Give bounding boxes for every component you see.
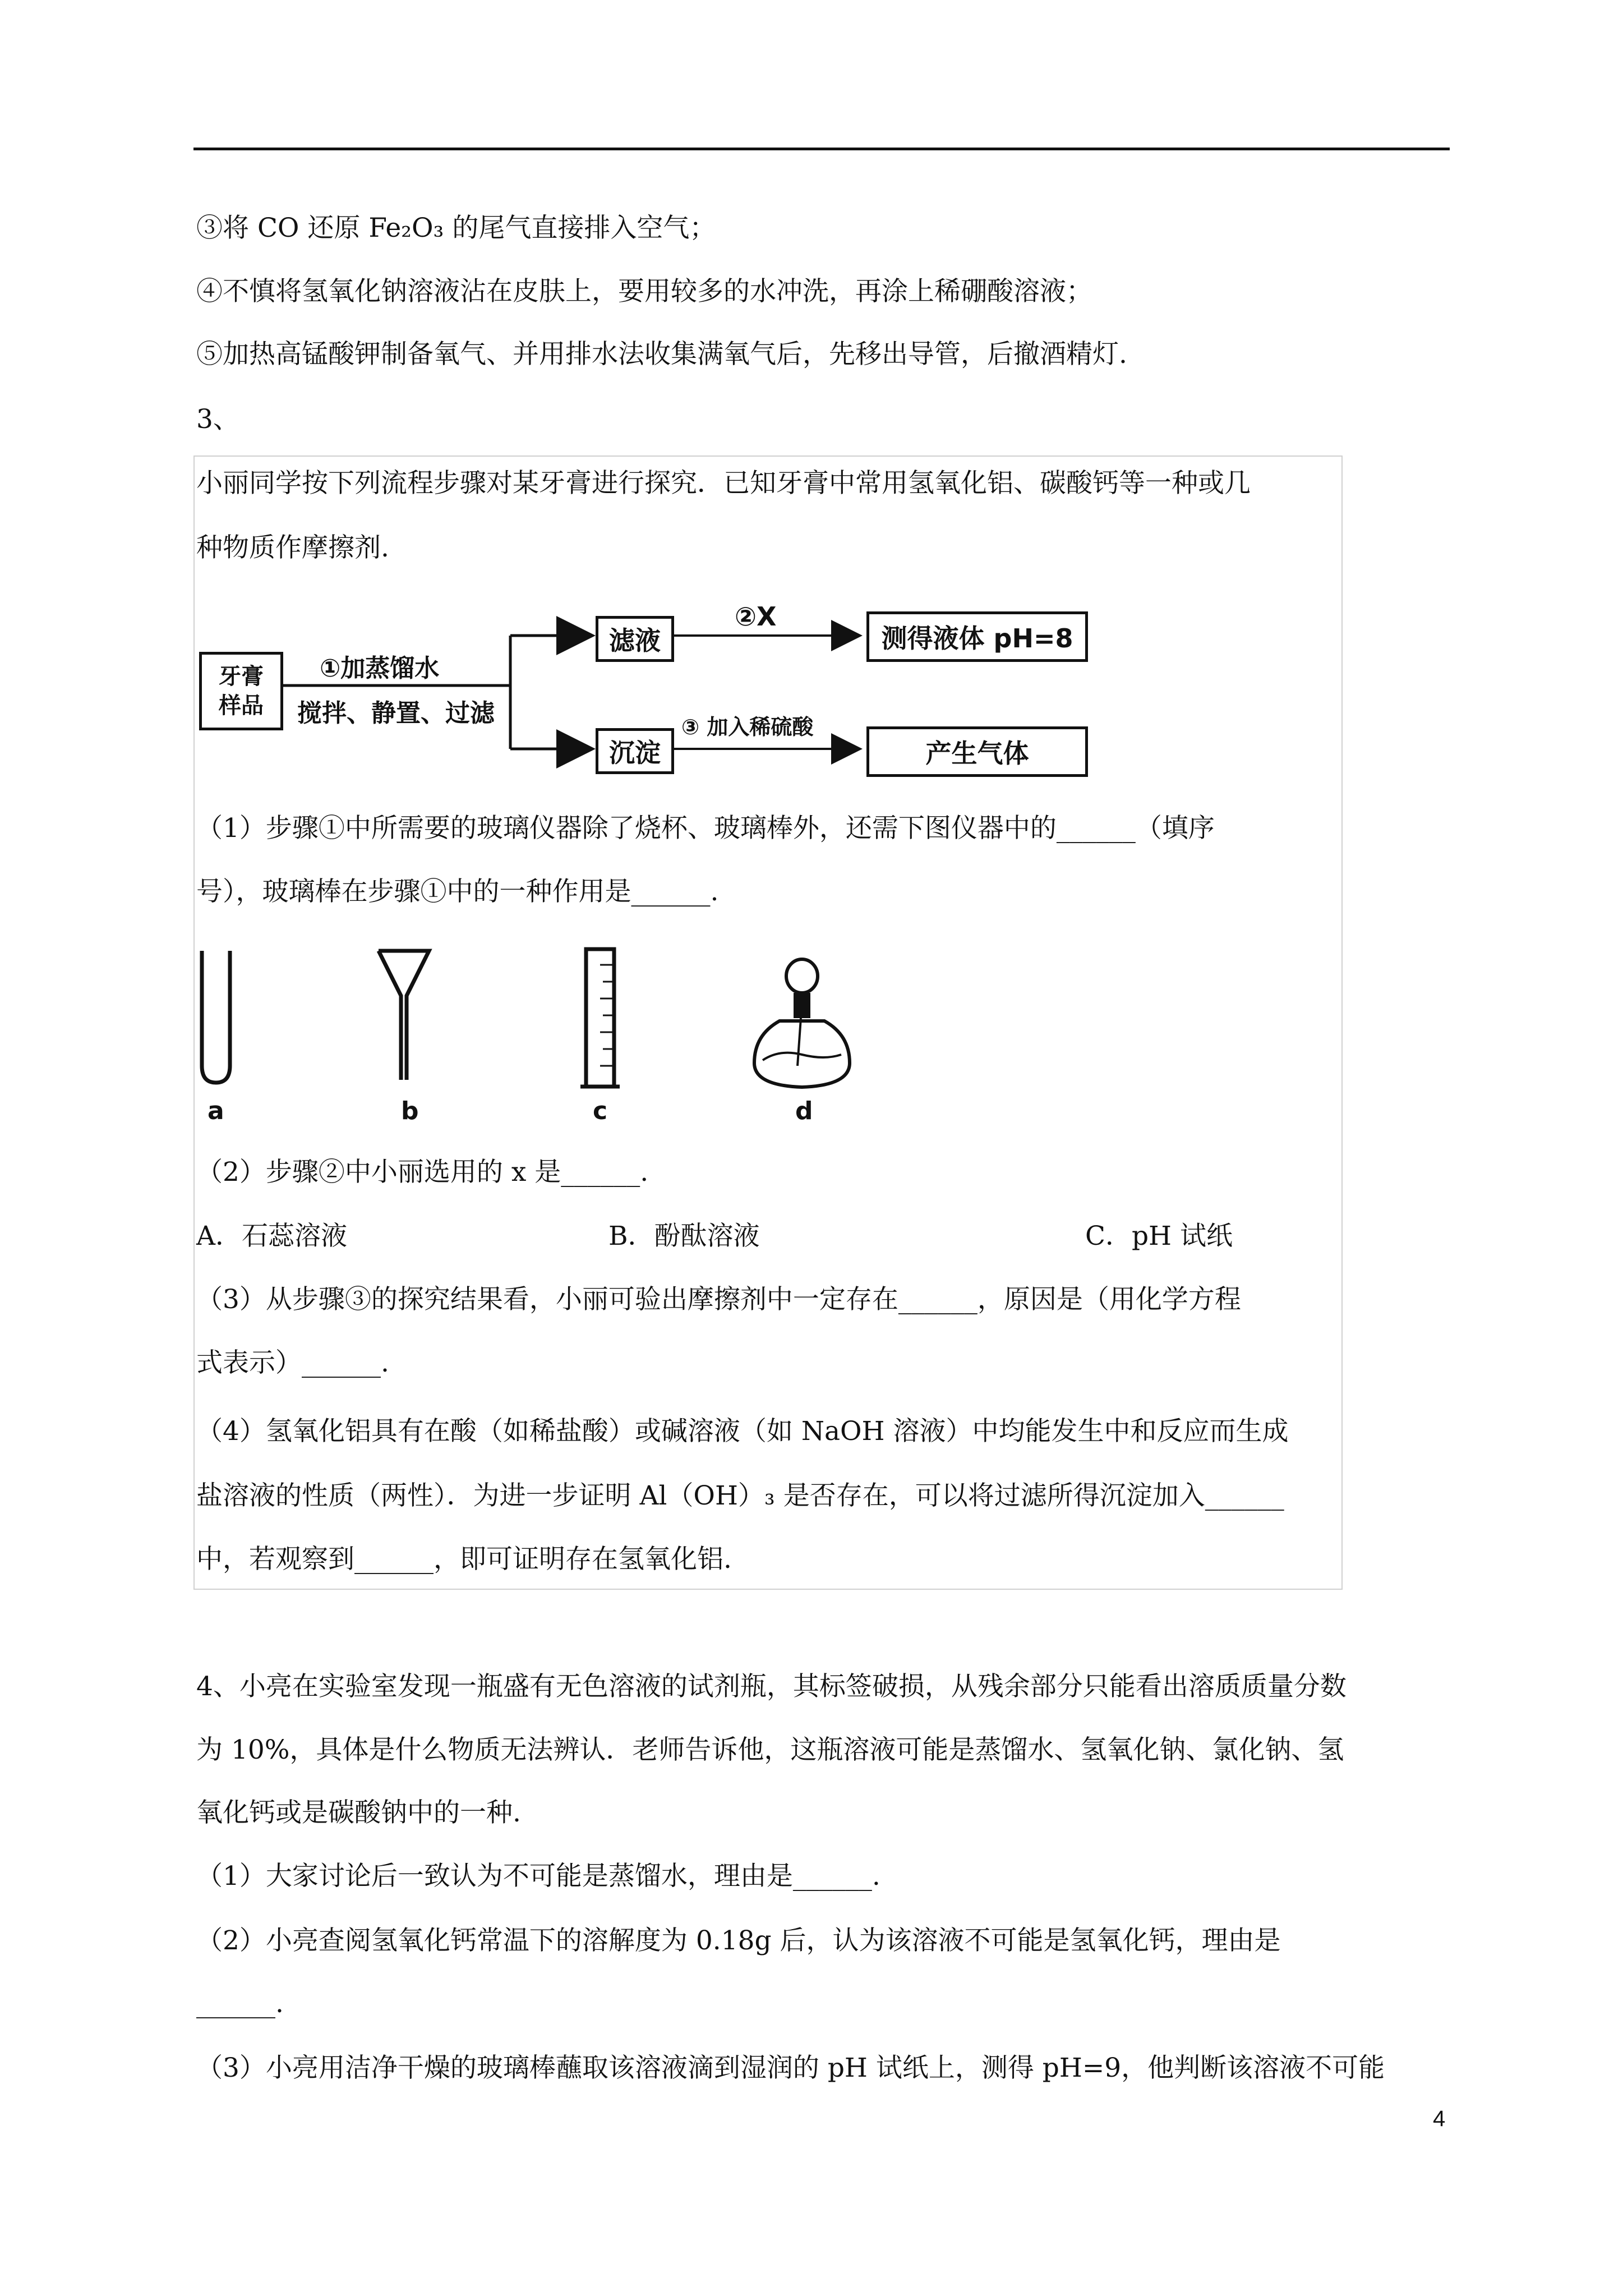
flow-sample-box [199,652,283,730]
q4-part3: （3）小亮用洁净干燥的玻璃棒蘸取该溶液滴到湿润的 pH 试纸上，测得 pH=9，他判断该溶液不可能 [196,2053,1385,2083]
flow-step1-bottom: 搅拌、静置、过滤 [297,699,495,728]
flow-sample-label: 牙膏样品 [219,664,264,719]
q3-intro-line-2: 种物质作摩擦剂. [196,532,389,563]
option-b: B．酚酞溶液 [608,1221,760,1251]
graduated-cylinder-icon [580,949,620,1087]
question-3-number: 3、 [196,404,239,435]
flow-step3-label: ③ 加入稀硫酸 [681,715,814,739]
page-number: 4 [1433,2106,1446,2131]
q3-part3-line-2: 式表示）______. [196,1347,389,1378]
alcohol-lamp-icon [754,959,850,1087]
option-a: A．石蕊溶液 [196,1221,347,1251]
funnel-icon [379,951,429,1080]
q4-line-1: 4、小亮在实验室发现一瓶盛有无色溶液的试剂瓶，其标签破损，从残余部分只能看出溶质质量分数 [196,1671,1347,1702]
q3-intro-line-1: 小丽同学按下列流程步骤对某牙膏进行探究．已知牙膏中常用氢氧化铝、碳酸钙等一种或几 [196,468,1251,499]
item-4: ④不慎将氢氧化钠溶液沾在皮肤上，要用较多的水冲洗，再涂上稀硼酸溶液； [196,276,1092,307]
apparatus-label-c: c [593,1097,608,1125]
flow-precipitate-box [596,728,674,774]
flow-gas-result-label: 产生气体 [925,738,1029,769]
flow-gas-result-box [866,726,1088,777]
flow-step2-label: ②X [735,601,777,632]
q3-part1-line-1: （1）步骤①中所需要的玻璃仪器除了烧杯、玻璃棒外，还需下图仪器中的______（填序 [196,813,1215,844]
item-5: ⑤加热高锰酸钾制备氧气、并用排水法收集满氧气后，先移出导管，后撤酒精灯. [196,339,1127,370]
q3-part2: （2）步骤②中小丽选用的 x 是______. [196,1157,649,1188]
apparatus-label-a: a [208,1097,224,1125]
q4-line-2: 为 10%，具体是什么物质无法辨认．老师告诉他，这瓶溶液可能是蒸馏水、氢氧化钠、氯化钠、氢 [196,1734,1344,1765]
flow-precipitate-label: 沉淀 [609,738,661,768]
q4-part1: （1）大家讨论后一致认为不可能是蒸馏水，理由是______. [196,1861,880,1892]
flow-filtrate-label: 滤液 [609,625,661,656]
q4-part2-line-1: （2）小亮查阅氢氧化钙常温下的溶解度为 0.18g 后，认为该溶液不可能是氢氧化钙，理由是 [196,1925,1281,1956]
item-3: ③将 CO 还原 Fe₂O₃ 的尾气直接排入空气； [196,213,716,243]
apparatus-label-b: b [401,1097,419,1125]
q3-part4-line-3: 中，若观察到______，即可证明存在氢氧化铝. [196,1544,732,1575]
flow-step1-top: ①加蒸馏水 [320,654,440,683]
flow-filtrate-box [596,616,674,662]
q3-part4-line-2: 盐溶液的性质（两性）．为进一步证明 Al（OH）₃ 是否存在，可以将过滤所得沉淀加入______ [196,1480,1284,1511]
flow-ph-result-label: 测得液体 pH=8 [881,623,1073,654]
test-tube-icon [202,951,230,1083]
flow-ph-result-box [866,611,1088,662]
apparatus-label-d: d [795,1097,813,1125]
q3-part4-line-1: （4）氢氧化铝具有在酸（如稀盐酸）或碱溶液（如 NaOH 溶液）中均能发生中和反应而生成 [196,1416,1289,1447]
q3-part1-line-2: 号），玻璃棒在步骤①中的一种作用是______. [196,876,719,907]
q3-part3-line-1: （3）从步骤③的探究结果看，小丽可验出摩擦剂中一定存在______，原因是（用化学方程 [196,1284,1241,1315]
q4-line-3: 氧化钙或是碳酸钠中的一种. [196,1797,521,1828]
option-c: C．pH 试纸 [1085,1221,1233,1251]
q4-part2-line-2: ______. [196,1988,284,2019]
